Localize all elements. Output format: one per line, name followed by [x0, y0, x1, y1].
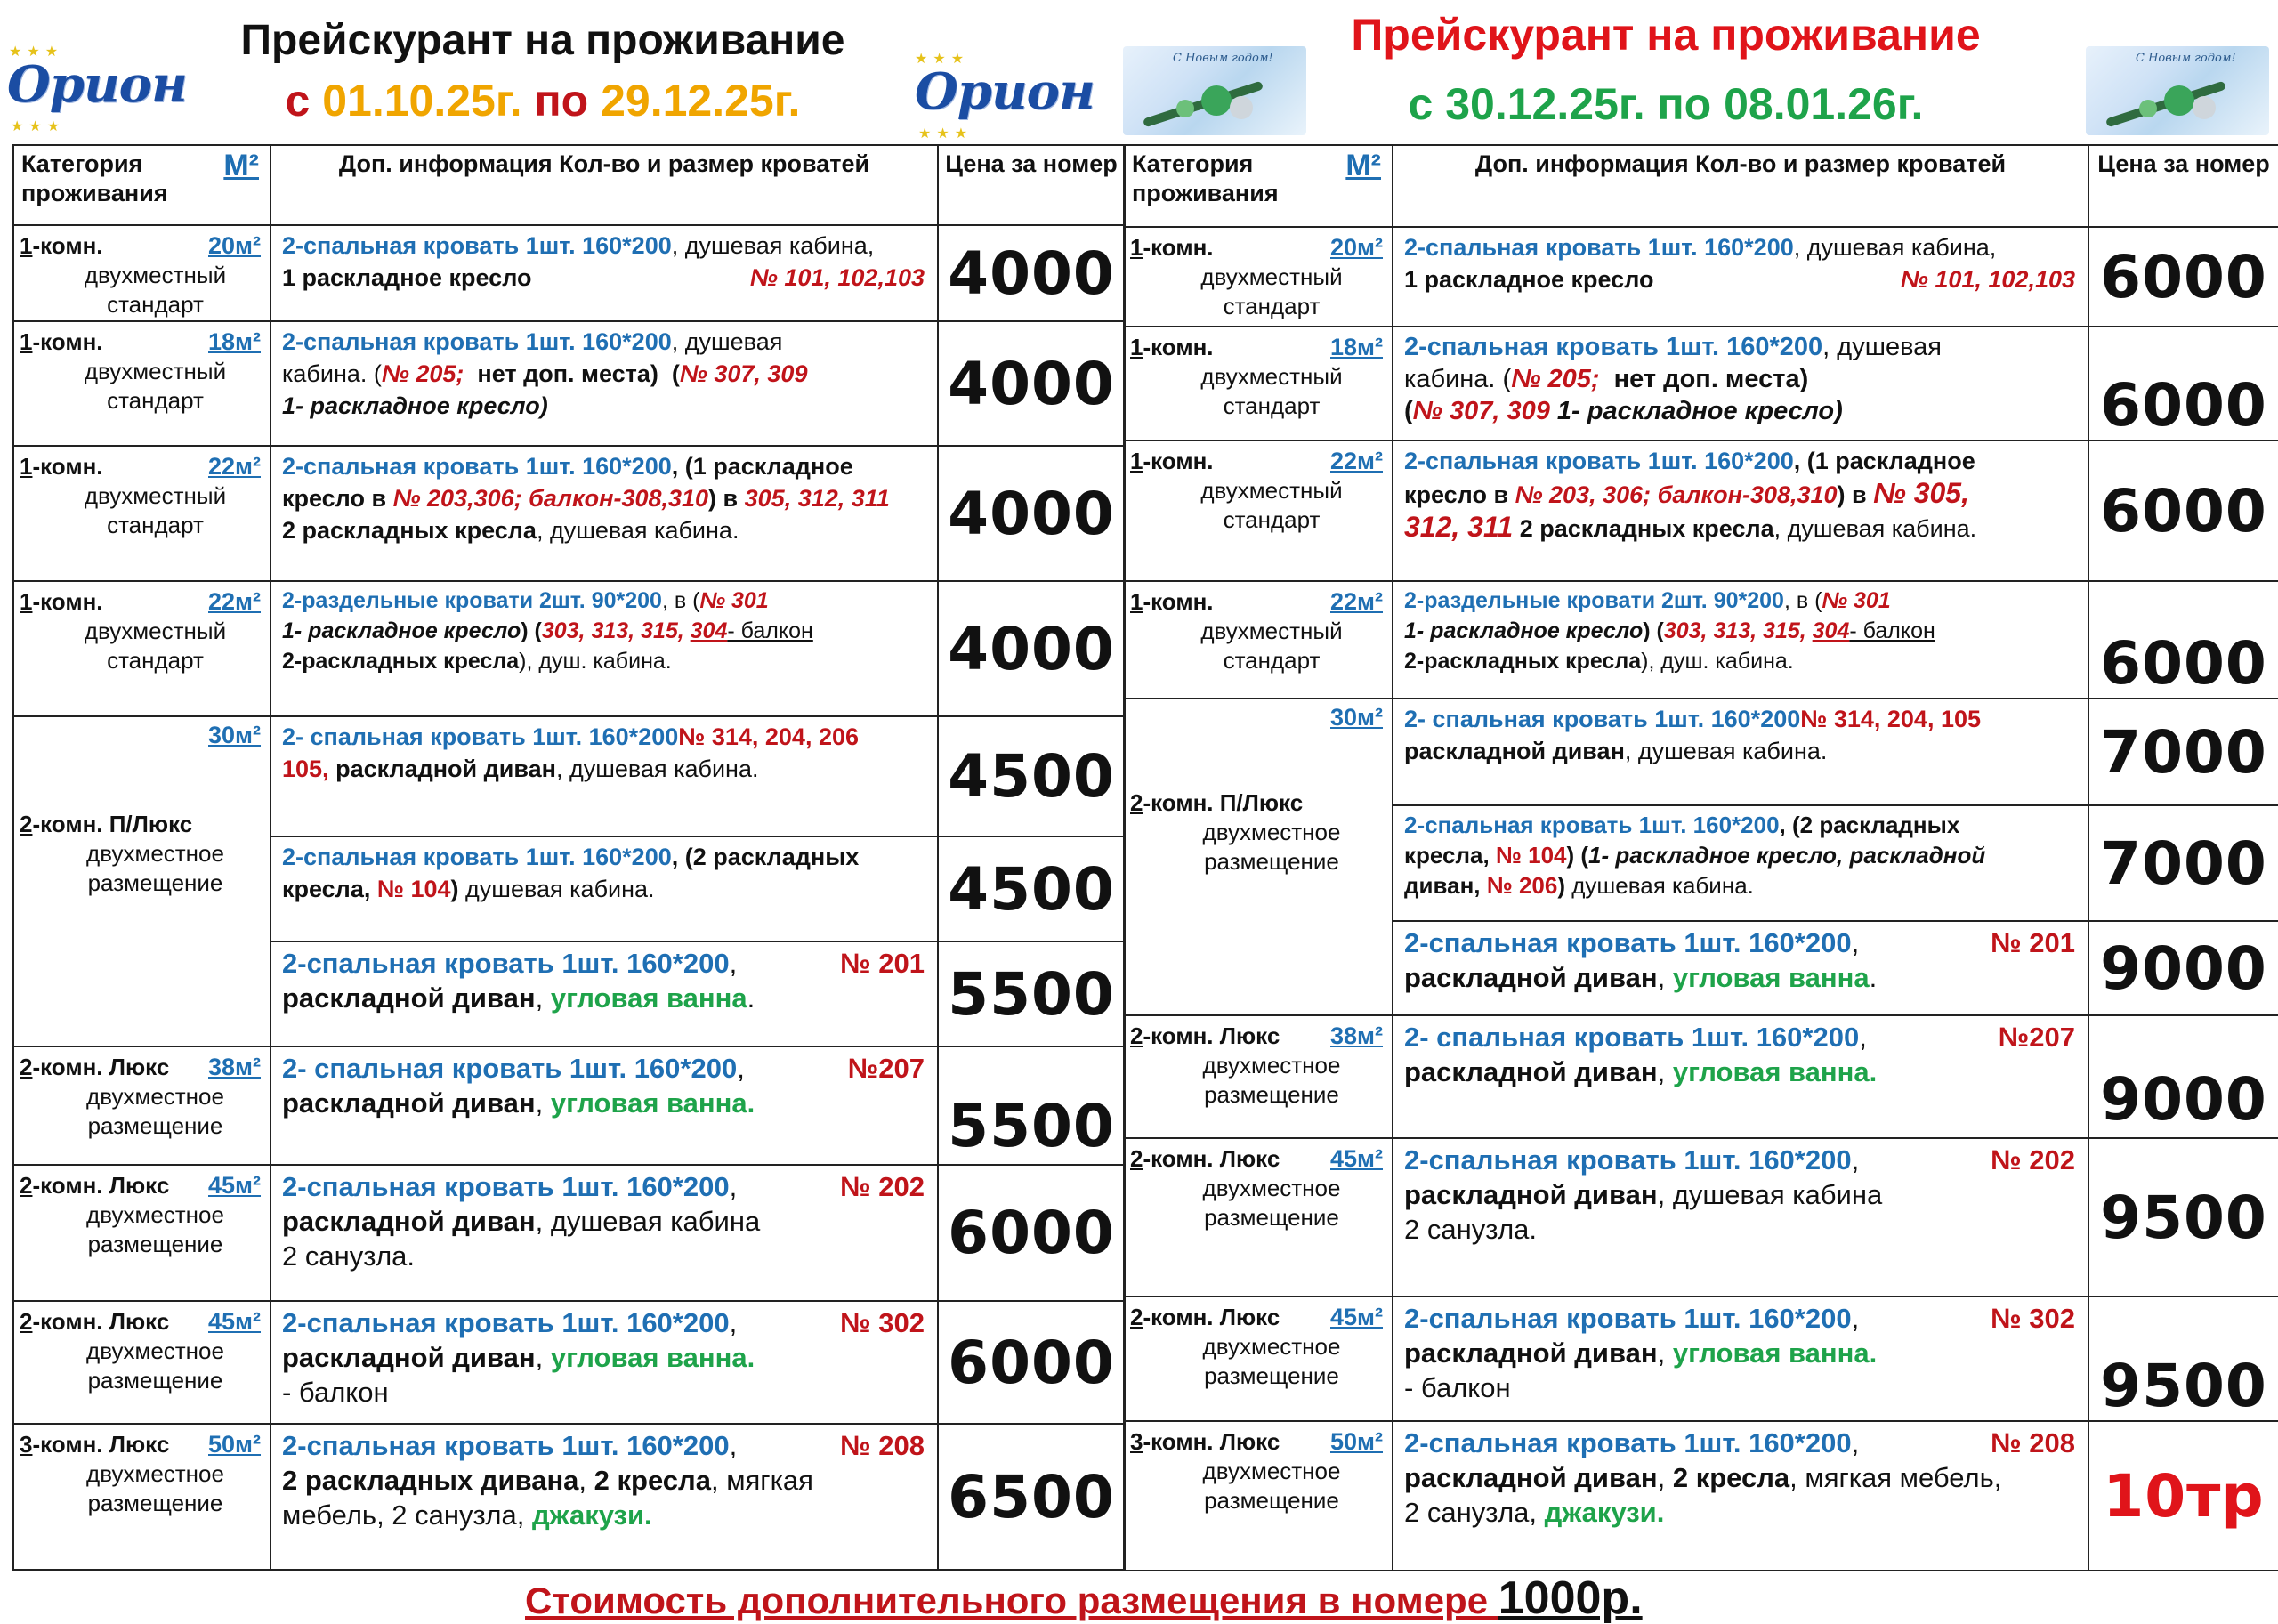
table-row: 1-комн. 22м² двухместный стандарт 2-спальная кровать 1шт. 160*200, (1 раскладное кресло в № 203,306; балкон-308,310) в 305, 312, 311 2 раскладных кресла, душевая кабина. 4000: [13, 446, 1125, 581]
table-row: 2-спальная кровать 1шт. 160*200, № 201 раскладной диван, угловая ванна. 5500: [13, 941, 1125, 1046]
table-row: 3-комн. Люкс 50м² двухместное размещение 2-спальная кровать 1шт. 160*200, № 208 раскладной диван, 2 кресла, мягкая мебель, 2 санузла, джакузи. 10тр: [1124, 1421, 2278, 1571]
table-row: 2-комн. Люкс 45м² двухместное размещение 2-спальная кровать 1шт. 160*200, № 302 раскладной диван, угловая ванна. - балкон 9500: [1124, 1297, 2278, 1421]
stars-icon: ★★★: [11, 119, 66, 134]
table-row: 1-комн. 22м² двухместный стандарт 2-спальная кровать 1шт. 160*200, (1 раскладное кресло в № 203, 306; балкон-308,310) в № 305, 312, 311 2 раскладных кресла, душевая кабина. 6000: [1124, 440, 2278, 581]
right-header: [1123, 0, 2278, 147]
table-row: 1-комн. 18м² двухместный стандарт 2-спальная кровать 1шт. 160*200, душевая кабина. (№ 205; нет доп. места) (№ 307, 309 1- раскладное кресло) 6000: [1124, 327, 2278, 440]
stars-icon: ★★★: [915, 52, 970, 67]
orion-logo: ★★★ Орион ★★★: [7, 44, 187, 134]
page-title: Прейскурант на проживание: [240, 17, 845, 64]
stars-icon: ★★★: [9, 44, 64, 60]
column-header-category: Категория проживания М²: [13, 145, 271, 225]
table-row: 2-комн. Люкс 38м² двухместное размещение 2- спальная кровать 1шт. 160*200, №207 раскладной диван, угловая ванна. 9000: [1124, 1015, 2278, 1138]
table-row: 1-комн. 20м² двухместный стандарт 2-спальная кровать 1шт. 160*200, душевая кабина, 1 раскладное кресло № 101, 102,103 4000: [13, 225, 1125, 321]
table-row: 2-спальная кровать 1шт. 160*200, № 201 раскладной диван, угловая ванна. 9000: [1124, 921, 2278, 1015]
table-row: 2-спальная кровать 1шт. 160*200, (2 раскладных кресла, № 104) душевая кабина. 4500: [13, 836, 1125, 941]
table-row: 1-комн. 20м² двухместный стандарт 2-спальная кровать 1шт. 160*200, душевая кабина, 1 раскладное кресло № 101, 102,103 6000: [1124, 227, 2278, 327]
table-row: 2-комн. Люкс 45м² двухместное размещение 2-спальная кровать 1шт. 160*200, № 202 раскладной диван, душевая кабина 2 санузла. 6000: [13, 1165, 1125, 1301]
table-row: 2-комн. Люкс 38м² двухместное размещение 2- спальная кровать 1шт. 160*200, №207 раскладной диван, угловая ванна. 5500: [13, 1046, 1125, 1165]
table-row: 3-комн. Люкс 50м² двухместное размещение 2-спальная кровать 1шт. 160*200, № 208 2 раскладных дивана, 2 кресла, мягкая мебель, 2 санузла, джакузи. 6500: [13, 1424, 1125, 1570]
column-header-price: Цена за номер: [938, 145, 1125, 225]
price-list-left: [0, 0, 1123, 1531]
page-title: Прейскурант на проживание: [1351, 10, 1981, 60]
column-header-info: Доп. информация Кол-во и размер кроватей: [1393, 145, 2088, 227]
table-row: 30м² 2-комн. П/Люкс двухместное размещение 2- спальная кровать 1шт. 160*200№ 314, 204, 206 105, раскладной диван, душевая кабина. 4500: [13, 716, 1125, 836]
price-table-left: [12, 144, 1126, 1571]
price-table-right: [1123, 144, 2278, 1571]
extra-placement-note: Стоимость дополнительного размещения в номере 1000р.: [525, 1572, 1643, 1624]
column-header-price: Цена за номер: [2088, 145, 2278, 227]
table-row: 30м² 2-комн. П/Люкс двухместное размещение 2- спальная кровать 1шт. 160*200№ 314, 204, 105 раскладной диван, душевая кабина. 7000: [1124, 699, 2278, 805]
left-header: [0, 0, 1123, 147]
table-row: 1-комн. 22м² двухместный стандарт 2-раздельные кровати 2шт. 90*200, в (№ 301 1- раскладное кресло) (303, 313, 315, 304- балкон 2-раскладных кресла), душ. кабина. 6000: [1124, 581, 2278, 699]
table-row: 2-комн. Люкс 45м² двухместное размещение 2-спальная кровать 1шт. 160*200, № 302 раскладной диван, угловая ванна. - балкон 6000: [13, 1301, 1125, 1424]
orion-logo: ★★★ Орион ★★★: [915, 52, 1095, 141]
column-header-category: Категория проживания М²: [1124, 145, 1393, 227]
new-year-postcard: С Новым годом!: [1123, 46, 1306, 135]
new-year-postcard: С Новым годом!: [2086, 46, 2269, 135]
stars-icon: ★★★: [918, 126, 973, 141]
table-row: 1-комн. 18м² двухместный стандарт 2-спальная кровать 1шт. 160*200, душевая кабина. (№ 205; нет доп. места) (№ 307, 309 1- раскладное кресло) 4000: [13, 321, 1125, 446]
date-range: с 01.10.25г. по 29.12.25г.: [285, 76, 801, 125]
date-range: с 30.12.25г. по 08.01.26г.: [1408, 79, 1924, 129]
table-row: 2-спальная кровать 1шт. 160*200, (2 раскладных кресла, № 104) (1- раскладное кресло, раскладной диван, № 206) душевая кабина. 7000: [1124, 805, 2278, 921]
table-row: 1-комн. 22м² двухместный стандарт 2-раздельные кровати 2шт. 90*200, в (№ 301 1- раскладное кресло) (303, 313, 315, 304- балкон 2-раскладных кресла), душ. кабина. 4000: [13, 581, 1125, 716]
price-list-right: [1123, 0, 2278, 1531]
table-row: 2-комн. Люкс 45м² двухместное размещение 2-спальная кровать 1шт. 160*200, № 202 раскладной диван, душевая кабина 2 санузла. 9500: [1124, 1138, 2278, 1297]
column-header-info: Доп. информация Кол-во и размер кроватей: [271, 145, 938, 225]
